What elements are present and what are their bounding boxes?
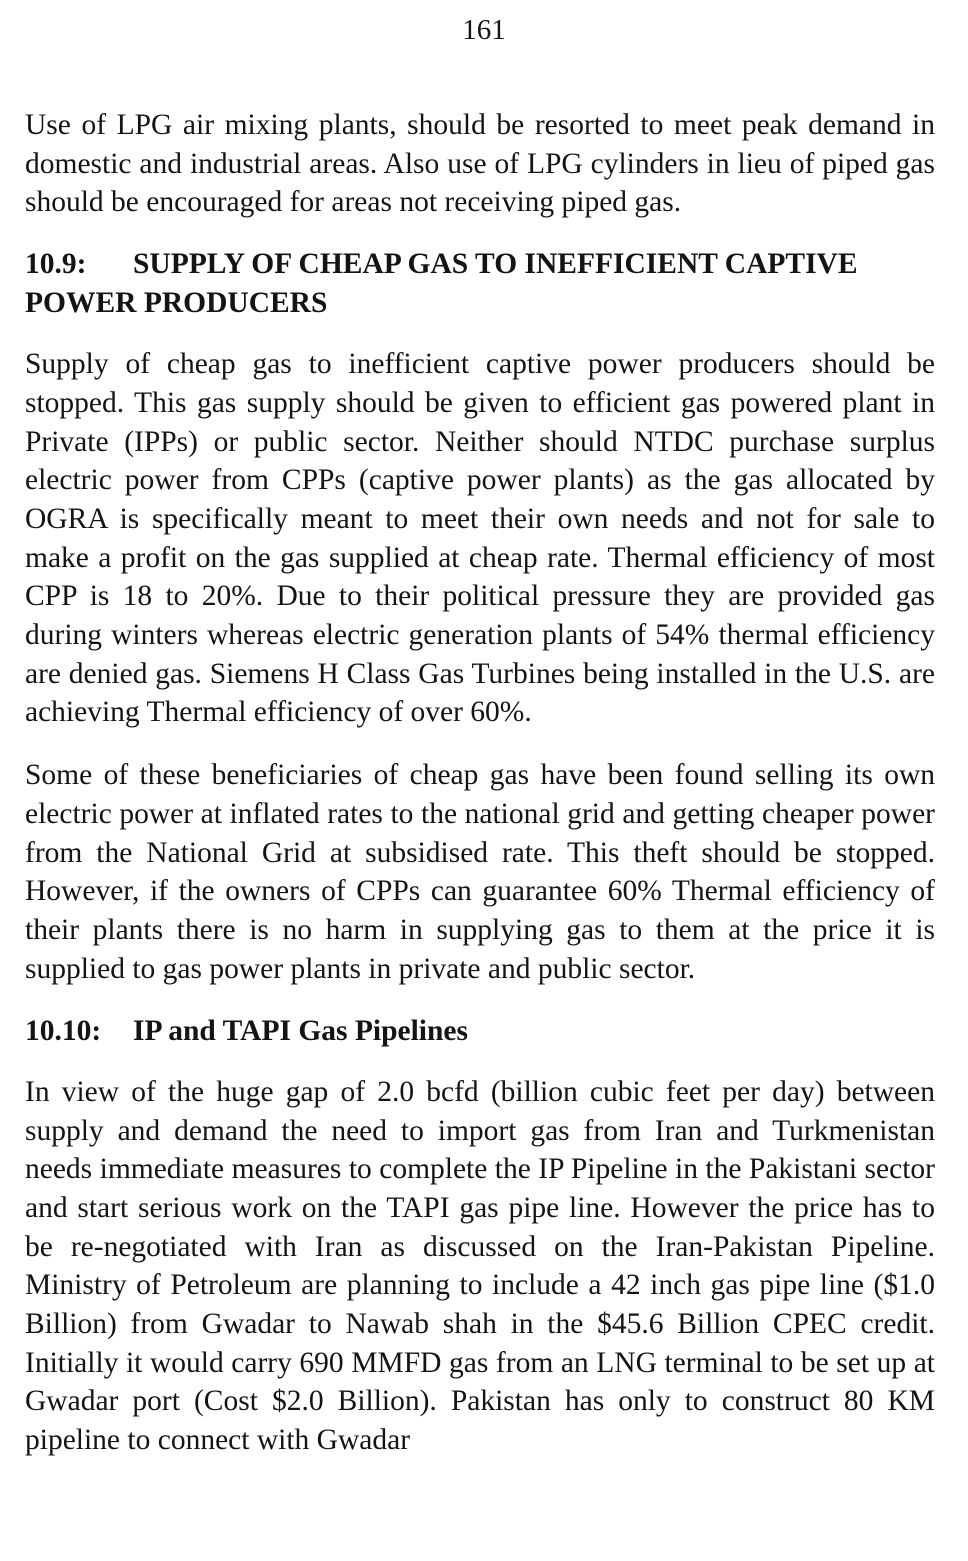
page-number: 161 bbox=[462, 14, 506, 46]
section-title: SUPPLY OF CHEAP GAS TO INEFFICIENT CAPTIVE POWER PRODUCERS bbox=[25, 248, 858, 319]
paragraph-cheap-gas-supply: Supply of cheap gas to inefficient captive power producers should be stopped. This gas supply should be given to efficient gas powered plant in Private (IPPs) or public sector. Neither should NTDC purchase surplus electric power from CPPs (captive power plants) as the gas allocated by OGRA is specifically meant to meet their own needs and not for sale to make a profit on the gas supplied at cheap rate. Thermal efficiency of most CPP is 18 to 20%. Due to their political pressure they are provided gas during winters whereas electric generation plants of 54% thermal efficiency are denied gas. Siemens H Class Gas Turbines being installed in the U.S. are achieving Thermal efficiency of over 60%. bbox=[25, 348, 935, 729]
section-title: IP and TAPI Gas Pipelines bbox=[133, 1015, 468, 1048]
section-number: 10.10: bbox=[25, 1015, 102, 1048]
paragraph-ip-tapi-pipelines: In view of the huge gap of 2.0 bcfd (billion cubic feet per day) between supply and demand the need to import gas from Iran and Turkmenistan needs immediate measures to complete the IP Pipeline in the Pakistani sector and start serious work on the TAPI gas pipe line. However the price has to be re-negotiated with Iran as discussed on the Iran-Pakistan Pipeline. Ministry of Petroleum are planning to include a 42 inch gas pipe line ($1.0 Billion) from Gwadar to Nawab shah in the $45.6 Billion CPEC credit. Initially it would carry 690 MMFD gas from an LNG terminal to be set up at Gwadar port (Cost $2.0 Billion). Pakistan has only to construct 80 KM pipeline to connect with Gwadar bbox=[25, 1075, 935, 1457]
paragraph-lpg-air-mixing: Use of LPG air mixing plants, should be resorted to meet peak demand in domestic and industrial areas. Also use of LPG cylinders in lieu of piped gas should be encouraged for areas not receiving piped gas. bbox=[25, 109, 935, 219]
section-number: 10.9: bbox=[25, 248, 87, 281]
section-heading-10-10 bbox=[25, 1012, 935, 1051]
section-heading-10-9 bbox=[25, 245, 935, 322]
page-content bbox=[25, 106, 935, 1460]
paragraph-beneficiaries: Some of these beneficiaries of cheap gas have been found selling its own electric power at inflated rates to the national grid and getting cheaper power from the National Grid at subsidised rate. This theft should be stopped. However, if the owners of CPPs can guarantee 60% Thermal efficiency of their plants there is no harm in supplying gas to them at the price it is supplied to gas power plants in private and public sector. bbox=[25, 759, 935, 985]
